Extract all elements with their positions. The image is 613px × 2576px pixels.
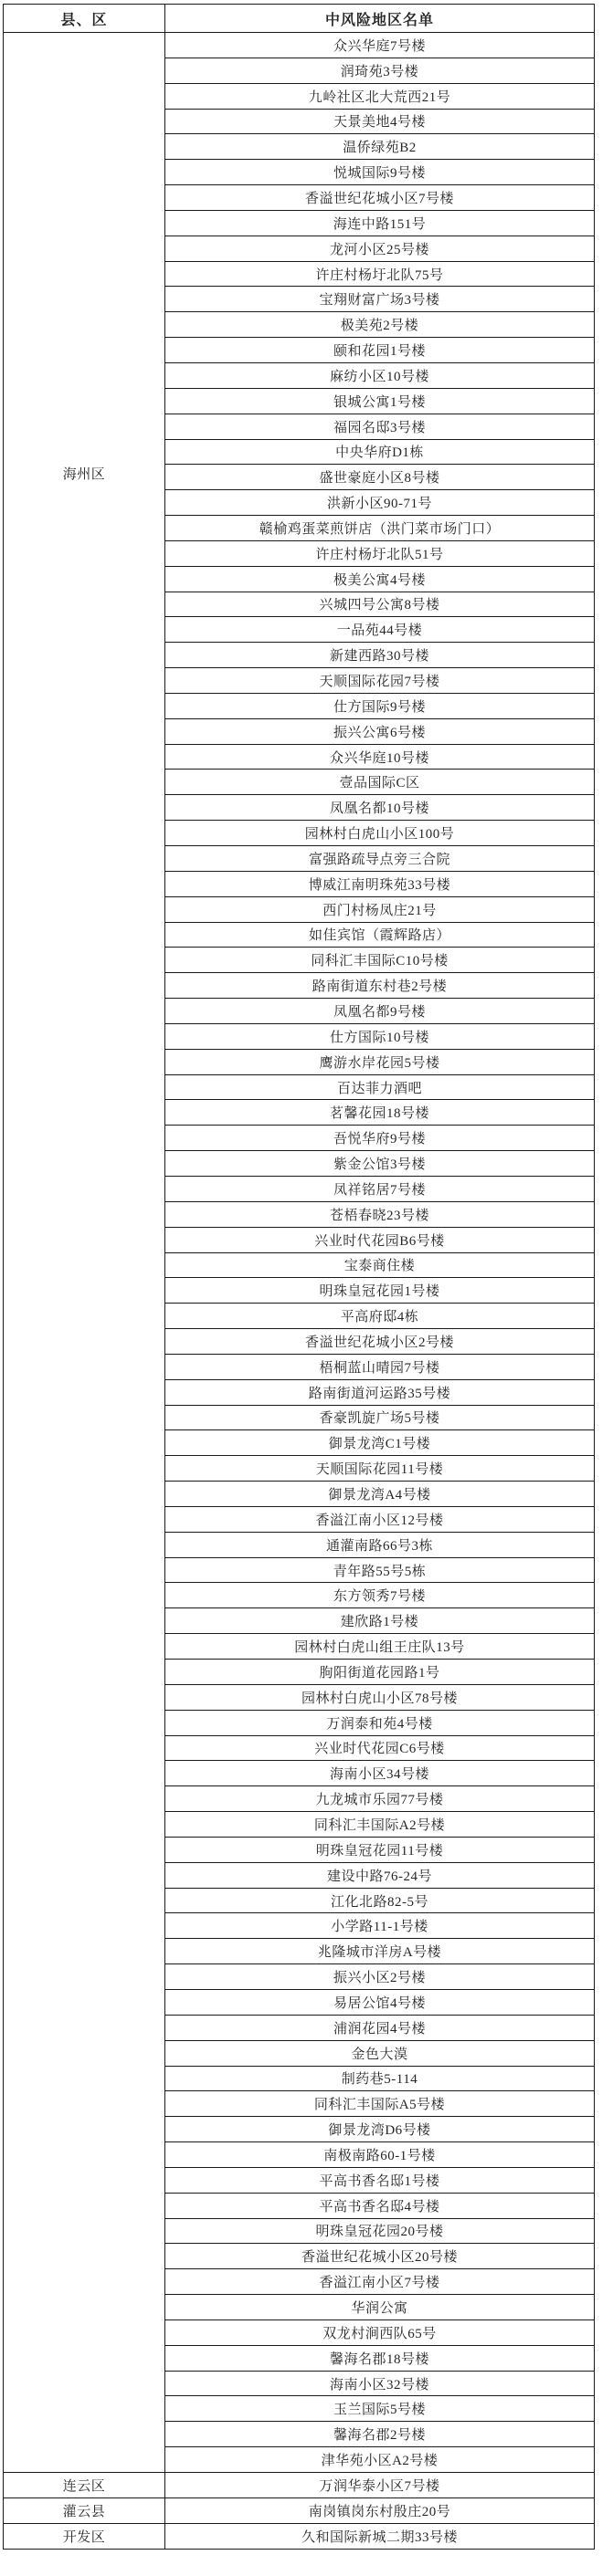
- area-name: 天顺国际花园11号楼: [165, 1456, 595, 1482]
- district-name: 海州区: [62, 467, 106, 482]
- area-name: 万润华泰小区7号楼: [165, 2473, 595, 2498]
- area-name: 如佳宾馆（霞辉路店）: [165, 922, 595, 948]
- area-name: 福园名邸3号楼: [165, 414, 595, 439]
- area-name: 麻纺小区10号楼: [165, 362, 595, 388]
- area-name: 振兴公寓6号楼: [165, 718, 595, 744]
- area-name: 园林村白虎山小区78号楼: [165, 1684, 595, 1710]
- area-name: 同科汇丰国际C10号楼: [165, 948, 595, 973]
- area-name: 海南小区32号楼: [165, 2371, 595, 2396]
- area-name: 平高书香名邸1号楼: [165, 2167, 595, 2193]
- area-name: 香溢世纪花城小区2号楼: [165, 1329, 595, 1355]
- area-name: 苍梧春晓23号楼: [165, 1201, 595, 1227]
- area-name: 香溢江南小区7号楼: [165, 2269, 595, 2295]
- header-district-column: 县、区: [4, 5, 165, 33]
- area-name: 许庄村杨圩北队75号: [165, 261, 595, 287]
- area-name: 龙河小区25号楼: [165, 236, 595, 261]
- area-name: 朐阳街道花园路1号: [165, 1660, 595, 1685]
- area-name: 宝泰商住楼: [165, 1252, 595, 1278]
- district-name: 开发区: [62, 2529, 106, 2545]
- area-name: 万润泰和苑4号楼: [165, 1710, 595, 1735]
- area-name: 津华苑小区A2号楼: [165, 2447, 595, 2473]
- area-name: 众兴华庭10号楼: [165, 744, 595, 770]
- area-name: 馨海名郡18号楼: [165, 2345, 595, 2371]
- area-name: 兴城四号公寓8号楼: [165, 592, 595, 617]
- area-name: 香溢世纪花城小区20号楼: [165, 2244, 595, 2269]
- table-row: [4, 2523, 595, 2549]
- area-name: 极美公寓4号楼: [165, 566, 595, 592]
- area-name: 富强路疏导点旁三合院: [165, 846, 595, 872]
- area-name: 紫金公馆3号楼: [165, 1151, 595, 1177]
- area-name: 润琦苑3号楼: [165, 58, 595, 83]
- area-name: 凤凰名都10号楼: [165, 795, 595, 821]
- district-cell: [4, 2523, 165, 2549]
- area-name: 兆隆城市洋房A号楼: [165, 1939, 595, 1964]
- district-cell: [4, 2473, 165, 2498]
- area-name: 同科汇丰国际A5号楼: [165, 2091, 595, 2117]
- area-name: 香溢世纪花城小区7号楼: [165, 185, 595, 211]
- medium-risk-area-table: [3, 4, 595, 2550]
- area-name: 南极南路60-1号楼: [165, 2142, 595, 2168]
- area-name: 兴业时代花园C6号楼: [165, 1735, 595, 1761]
- area-name: 温侨绿苑B2: [165, 134, 595, 160]
- area-name: 路南街道河运路35号楼: [165, 1379, 595, 1405]
- area-name: 海连中路151号: [165, 210, 595, 236]
- area-name: 同科汇丰国际A2号楼: [165, 1812, 595, 1838]
- area-name: 制药巷5-114: [165, 2066, 595, 2091]
- area-name: 御景龙湾A4号楼: [165, 1482, 595, 1507]
- area-name: 一品苑44号楼: [165, 617, 595, 643]
- area-name: 香溢江南小区12号楼: [165, 1506, 595, 1532]
- area-name: 园林村白虎山组王庄队13号: [165, 1634, 595, 1660]
- area-name: 壹品国际C区: [165, 770, 595, 795]
- area-name: 九龙城市乐园77号楼: [165, 1786, 595, 1812]
- header-row: [4, 5, 595, 33]
- district-cell: [4, 33, 165, 2473]
- area-name: 凤祥铭居7号楼: [165, 1176, 595, 1201]
- district-name: 灌云县: [62, 2504, 106, 2519]
- area-name: 建欣路1号楼: [165, 1608, 595, 1634]
- area-name: 南岗镇岗东村殷庄20号: [165, 2497, 595, 2523]
- area-name: 许庄村杨圩北队51号: [165, 540, 595, 566]
- area-name: 明珠皇冠花园20号楼: [165, 2218, 595, 2244]
- area-name: 海南小区34号楼: [165, 1761, 595, 1786]
- area-name: 路南街道东村巷2号楼: [165, 973, 595, 999]
- area-name: 九岭社区北大荒西21号: [165, 83, 595, 109]
- area-name: 天景美地4号楼: [165, 109, 595, 134]
- table-row: [4, 2473, 595, 2498]
- district-name: 连云区: [62, 2478, 106, 2494]
- area-name: 明珠皇冠花园1号楼: [165, 1278, 595, 1304]
- area-name: 易居公馆4号楼: [165, 1989, 595, 2015]
- header-area-list-column: 中风险地区名单: [165, 5, 595, 33]
- area-name: 仕方国际10号楼: [165, 1023, 595, 1049]
- area-name: 天顺国际花园7号楼: [165, 668, 595, 694]
- area-name: 平高书香名邸4号楼: [165, 2193, 595, 2218]
- area-name: 颐和花园1号楼: [165, 338, 595, 363]
- area-name: 明珠皇冠花园11号楼: [165, 1837, 595, 1862]
- area-name: 茗馨花园18号楼: [165, 1100, 595, 1126]
- area-name: 平高府邸4栋: [165, 1304, 595, 1329]
- area-name: 华润公寓: [165, 2295, 595, 2320]
- area-name: 香豪凯旋广场5号楼: [165, 1405, 595, 1430]
- area-name: 梧桐蓝山晴园7号楼: [165, 1354, 595, 1379]
- area-name: 宝翔财富广场3号楼: [165, 287, 595, 312]
- area-name: 青年路55号5栋: [165, 1557, 595, 1583]
- area-name: 众兴华庭7号楼: [165, 33, 595, 58]
- area-name: 东方领秀7号楼: [165, 1583, 595, 1608]
- area-name: 御景龙湾C1号楼: [165, 1430, 595, 1456]
- area-name: 金色大漠: [165, 2040, 595, 2066]
- area-name: 博威江南明珠苑33号楼: [165, 871, 595, 896]
- area-name: 久和国际新城二期33号楼: [165, 2523, 595, 2549]
- area-name: 中央华府D1栋: [165, 439, 595, 465]
- area-name: 振兴小区2号楼: [165, 1964, 595, 1990]
- area-name: 百达菲力酒吧: [165, 1074, 595, 1100]
- area-name: 新建西路30号楼: [165, 643, 595, 668]
- area-name: 仕方国际9号楼: [165, 693, 595, 718]
- table-row: [4, 2497, 595, 2523]
- area-name: 鹰游水岸花园5号楼: [165, 1049, 595, 1074]
- area-name: 通灌南路66号3栋: [165, 1532, 595, 1557]
- area-name: 玉兰国际5号楼: [165, 2396, 595, 2422]
- area-name: 悦城国际9号楼: [165, 160, 595, 185]
- area-name: 御景龙湾D6号楼: [165, 2117, 595, 2142]
- area-name: 银城公寓1号楼: [165, 388, 595, 414]
- area-name: 双龙村涧西队65号: [165, 2319, 595, 2345]
- area-name: 建设中路76-24号: [165, 1862, 595, 1888]
- area-name: 江化北路82-5号: [165, 1888, 595, 1913]
- area-name: 西门村杨凤庄21号: [165, 896, 595, 922]
- area-name: 小学路11-1号楼: [165, 1913, 595, 1939]
- area-name: 园林村白虎山小区100号: [165, 821, 595, 846]
- area-name: 盛世豪庭小区8号楼: [165, 465, 595, 490]
- area-name: 浦润花园4号楼: [165, 2015, 595, 2040]
- table-row: [4, 33, 595, 58]
- area-name: 兴业时代花园B6号楼: [165, 1227, 595, 1252]
- area-name: 馨海名郡2号楼: [165, 2422, 595, 2447]
- area-name: 赣榆鸡蛋菜煎饼店（洪门菜市场门口）: [165, 516, 595, 541]
- area-name: 凤凰名都9号楼: [165, 999, 595, 1024]
- area-name: 洪新小区90-71号: [165, 490, 595, 516]
- district-cell: [4, 2497, 165, 2523]
- area-name: 吾悦华府9号楼: [165, 1126, 595, 1151]
- area-name: 极美苑2号楼: [165, 312, 595, 338]
